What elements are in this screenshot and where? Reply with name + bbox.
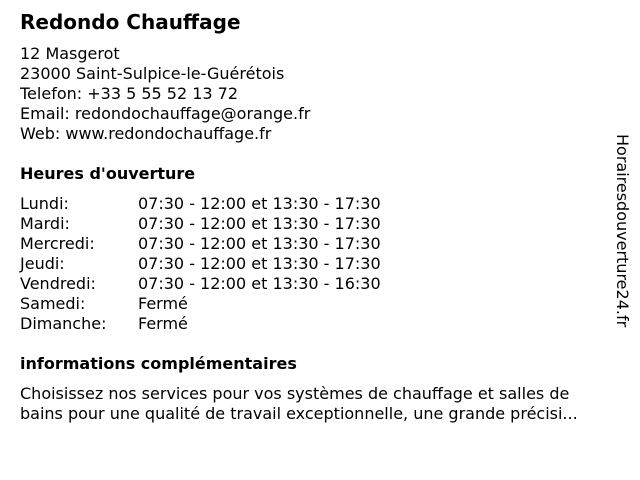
- time-value: 07:30 - 12:00 et 13:30 - 17:30: [138, 194, 381, 213]
- day-label: Dimanche:: [20, 314, 107, 333]
- day-label: Vendredi:: [20, 274, 96, 293]
- time-value: 07:30 - 12:00 et 13:30 - 17:30: [138, 254, 381, 273]
- time-value: Fermé: [138, 294, 188, 313]
- address-street: 12 Masgerot: [20, 44, 120, 63]
- business-name: Redondo Chauffage: [20, 10, 241, 34]
- time-value: Fermé: [138, 314, 188, 333]
- time-value: 07:30 - 12:00 et 13:30 - 16:30: [138, 274, 381, 293]
- website-link[interactable]: Web: www.redondochauffage.fr: [20, 124, 272, 143]
- day-label: Samedi:: [20, 294, 86, 313]
- address-city: 23000 Saint-Sulpice-le-Guérétois: [20, 64, 285, 83]
- day-label: Mardi:: [20, 214, 70, 233]
- info-line: Choisissez nos services pour vos systèmes de chauffage et salles de: [20, 384, 570, 403]
- opening-hours-heading: Heures d'ouverture: [20, 164, 196, 183]
- phone-number[interactable]: Telefon: +33 5 55 52 13 72: [20, 84, 239, 103]
- day-label: Lundi:: [20, 194, 69, 213]
- info-line: bains pour une qualité de travail exceptionnelle, une grande précisi...: [20, 404, 578, 423]
- email-address[interactable]: Email: redondochauffage@orange.fr: [20, 104, 311, 123]
- day-label: Jeudi:: [20, 254, 65, 273]
- time-value: 07:30 - 12:00 et 13:30 - 17:30: [138, 214, 381, 233]
- additional-info-heading: informations complémentaires: [20, 354, 297, 373]
- site-watermark: Horairesdouverture24.fr: [613, 134, 632, 328]
- day-label: Mercredi:: [20, 234, 95, 253]
- additional-info-text: [20, 384, 630, 424]
- time-value: 07:30 - 12:00 et 13:30 - 17:30: [138, 234, 381, 253]
- contact-block: [20, 44, 310, 144]
